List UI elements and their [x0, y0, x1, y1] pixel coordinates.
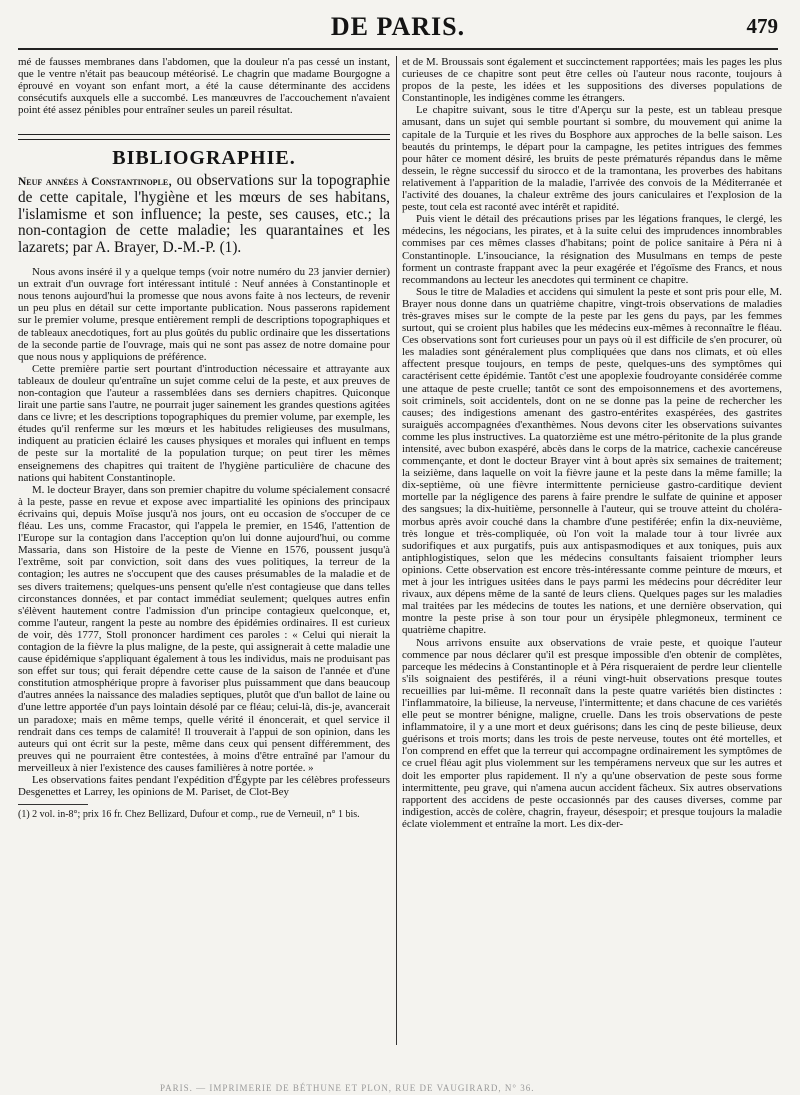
article-paragraph: M. le docteur Brayer, dans son premier chapitre du volume spécialement consacré à la peste, passe en revue et expose avec impartialité les opinions des principaux écrivains qui, depuis Moïse jusqu'à nos jours, ont eu occasion de s'occuper de ce fléau. Les uns, comme Fracastor, qui l'appela le premier, en 1546, l'attention de l'Europe sur la contagion dans l'acception qu'on lui donne aujourd'hui, ou comme Massaria, dans son Histoire de la peste de Vienne en 1576, poussent jusqu'à l'extrême, soit par conviction, soit dans des vues politiques, la terreur de la contagion; les autres ne s'occupent que des causes présumables de la maladie et de ses divers traitemens; quelques-uns pensent qu'elle n'est contagieuse que dans telles circonstances données, et par contact immédiat seulement; quelques autres enfin s'élèvent hautement contre l'admission d'un principe contagieux quelconque, et, comme l'auteur, rangent la peste au nombre des épidémies ordinaires. Il est curieux de voir, dès 1777, Stoll prononcer hardiment ces paroles : « Celui qui nierait la contagion de la fièvre la plus maligne, de la peste, qui assignerait à cette maladie une cause épidémique s'appliquant également à tous les individus, mais ne produisant pas son effet sur tous; qui ferait dépendre cette cause de la saison de l'année et d'une constitution atmosphérique propre à favoriser plus puissamment que dans beaucoup d'autres années la naissance des maladies septiques, plutôt que d'un ballot de laine ou d'une lettre apportée d'un pays lointain désolé par ce fléau; celui-là, dis-je, avancerait un paradoxe; mais en même temps, quelle vérité il énoncerait, et quel service il rendrait dans ces temps de calamité! Il trouverait à l'appui de son opinion, dans les auteurs qui ont écrit sur la peste, même dans ceux qui pensent différemment, des preuves qui ne pourraient être contestées, à moins d'être entraîné par l'amour du merveilleux à nier l'existence des causes familières à notre portée. » — [18, 483, 390, 774]
article-paragraph: Le chapitre suivant, sous le titre d'Aperçu sur la peste, est un tableau presque amusant, dans un sujet qui semble pourtant si sombre, du mouvement qui anime la capitale de la Turquie et les rives du Bosphore aux approches de la belle saison. Les beautés du printemps, le départ pour la campagne, les petites intrigues des femmes pour hâter ce moment désiré, les bruits de peste prématurés répandus dans le même dessein, le règne successif du sirocco et de la tramontana, les proverbes des habitans relativement à l'apparition de la maladie, l'arrivée des convois de la Méditerranée et l'activité des douanes, la chaleur extrême des jours caniculaires et l'explosion de la peste, tout cela est raconté avec intérêt et rapidité. — [402, 104, 782, 214]
page-number: 479 — [746, 14, 778, 38]
left-column — [18, 56, 390, 1087]
book-title-lead: Neuf années à Constantinople — [18, 175, 169, 188]
article-paragraph: Nous avons inséré il y a quelque temps (voir notre numéro du 23 janvier dernier) un extrait d'un ouvrage fort intéressant intitulé : Neuf années à Constantinople et nous tenons aujourd'hui la promesse que nous avons faite à nos lecteurs, de revenir un peu plus en détail sur cette importante publication. Nous passerons rapidement sur le premier volume, presque entièrement rempli de descriptions topographiques et de tableaux anecdotiques, fort au plus goûtés du public ordinaire que les dissertations de la seconde partie de l'ouvrage, mais qui ne sont pas assez de notre domaine pour que nous nous y appliquions de préférence. — [18, 266, 390, 363]
article-paragraph: Les observations faites pendant l'expédition d'Égypte par les célèbres professeurs Desgenettes et Larrey, les opinions de M. Pariset, de Clot-Bey — [18, 774, 390, 799]
section-divider — [18, 134, 390, 140]
article-paragraph: Sous le titre de Maladies et accidens qui simulent la peste et sont pris pour elle, M. Brayer nous donne dans un quatrième chapitre, vingt-trois observations de maladies très-graves mises sur le compte de la peste par les gens du pays, par les femmes surtout, qui se croient plus habiles que les médecins eux-mêmes à reconnaître le fléau. Ces observations sont fort curieuses pour un pays où il est difficile de s'en procurer, où les maladies sont généralement plus compliquées que dans nos climats, et où elles affectent presque toujours, en temps de peste, quelques-uns des symptômes qui caractérisent cette épidémie. Tantôt c'est une apoplexie foudroyante considérée comme une attaque de peste cruelle; tantôt ce sont des empoisonnemens et des avortemens, soit criminels, soit accidentels, dont on ne se donne pas la peine de rechercher les causes; des indigestions amenant des gastro-entérites exaspérées, des gastrites suraiguës accompagnées d'exanthèmes. Nous devons citer les observations suivantes comme les plus instructives. La quatorzième est une métro-péritonite de la plus grande intensité, avec bubon exaspéré, abcès dans le corps de la matrice, cachexie cancéreuse commençante, et dont le docteur Brayer vint à bout après six semaines de traitement; la seizième, dans laquelle on voit la fièvre jaune et la peste dans la même famille; la dix-septième, où une fièvre intermittente pernicieuse gastro-carditique devient mortelle par la négligence des parens à faire prendre le sulfate de quinine et apposer des sangsues; la dix-huitième, personnelle à l'auteur, qui se trouve atteint du choléra-morbus après avoir couché dans la chambre d'une pestiférée; enfin la dix-neuvième, très longue et très-compliquée, où l'on voit la malade tour à tour livrée aux sudorifiques et aux purgatifs, puis aux antispasmodiques et aux toniques, puis aux antiphlogistiques, selon que les médecins consultants faisaient triompher leurs opinions. Cette observation est encore très-intéressante comme peinture de mœurs, et met à jour les intrigues usitées dans le pays parmi les médecins pour décréditer leur rivaux, aux dépens même de la santé de leurs cliens. Quelques pages sur les maladies mal traitées par les médecins de toutes les nations, et une dernière observation, qui montre la peste prise à son tour pour un érysipèle phlegmoneux, terminent ce quatrième chapitre. — [402, 285, 782, 637]
article-paragraph: Cette première partie sert pourtant d'introduction nécessaire et attrayante aux tableaux de douleur qu'entraîne un sujet comme celui de la peste, et aux preuves de non-contagion que l'auteur a rassemblées dans ses derniers chapitres. Quiconque lirait une partie sans l'autre, ne pourrait juger sainement les grandes questions agitées dans ce livre; et les descriptions topographiques du premier volume, par exemple, les études qu'il renferme sur les mœurs et les habitudes religieuses des musulmans, indiquent au praticien éclairé les causes physiques et morales qui influent en temps de peste sur la mortalité de la population turque; on peut tirer les mêmes enseignemens des chapitres qui traitent de l'hygiène particulière de chacune des nations qui habitent Constantinople. — [18, 362, 390, 484]
page-header — [18, 12, 778, 52]
footnote-rule — [18, 804, 88, 805]
imprint-line: PARIS. — IMPRIMERIE DE BÉTHUNE ET PLON, RUE DE VAUGIRARD, N° 36. — [160, 1083, 535, 1093]
column-divider — [396, 56, 397, 1045]
section-title: BIBLIOGRAPHIE. — [112, 147, 296, 170]
footnote: (1) 2 vol. in-8°; prix 16 fr. Chez Bellizard, Dufour et comp., rue de Verneuil, n° 1 bis. — [18, 809, 360, 821]
article-paragraph: Nous arrivons ensuite aux observations de vraie peste, et quoique l'auteur commence par nous déclarer qu'il est presque impossible d'en obtenir de complètes, parceque les médecins à Constantinople et à Péra risqueraient de perdre leur clientelle s'ils soignaient des pestiférés, il a réuni vingt-huit observations presque toutes recueillies par lui-même. Il reconnaît dans la peste quatre variétés bien distinctes : l'inflammatoire, la bilieuse, la nerveuse, l'intermittente; et dans chacune de ces variétés elle peut se montrer bénigne, maligne, cruelle. Dans les trois observations de peste inflammatoire, il y a une mort et deux guérisons; dans les cinq de peste bilieuse, deux guérisons et trois morts; dans les trois de peste nerveuse, toutes ont été mortelles, et l'on comprend en effet que la terreur qui accompagne ordinairement les symptômes de ce cruel fléau agit plus violemment sur les tempéramens nerveux que sur les autres et doit les emporter plus rapidement. Il n'y a qu'une observation de peste sous forme intermittente, peu grave, qui n'amena aucun accident fâcheux. Six autres observations rapportent des accidens de peste occasionnés par des causes diverses, comme par indigestion, accès de colère, chagrin, frayeur, désespoir; et presque toujours la maladie éclate violemment et entraîne la mort. Les dix-der- — [402, 636, 782, 830]
header-rule — [18, 48, 778, 50]
article-paragraph: et de M. Broussais sont également et succinctement rapportées; mais les pages les plus curieuses de ce chapitre sont peut être celles où l'auteur nous raconte, toujours à propos de la peste, les idées et les suppositions des diverses populations de Constantinople, les indigènes comme les étrangers. — [402, 56, 782, 105]
carryover-paragraph: mé de fausses membranes dans l'abdomen, que la douleur n'a pas cessé un instant, que le ventre n'était pas beaucoup météorisé. Le chagrin que madame Bourgogne a éprouvé en voyant son enfant mort, a été la cause déterminante des accidens consécutifs auxquels elle a succombé. Les manœuvres de l'accouchement n'avaient point été assez pénibles pour entraîner seules un pareil résultat. — [18, 56, 390, 117]
right-column — [402, 56, 782, 1087]
book-entry — [18, 173, 390, 257]
book-title-rest: , ou observations sur la topographie de cette capitale, l'hygiène et les mœurs de ses habitans, l'islamisme et son influence; la peste, ses causes, etc.; la non-contagion de cette maladie; les quarantaines et les lazarets; par A. Brayer, D.-M.-P. (1). — [18, 171, 390, 256]
article-paragraph: Puis vient le détail des précautions prises par les légations franques, le clergé, les médecins, les négocians, les pirates, et à la suite celui des imprudences innombrables commises par ces mêmes classes d'habitans; point de police sanitaire à Péra ni à Constantinople. L'insouciance, la résignation des Musulmans en temps de peste forment un contraste frappant avec la peur exagérée et l'égoïsme des Francs, et nous recommandons au lecteur les anecdotes qui terminent ce chapitre. — [402, 213, 782, 286]
running-title: DE PARIS. — [330, 12, 466, 41]
